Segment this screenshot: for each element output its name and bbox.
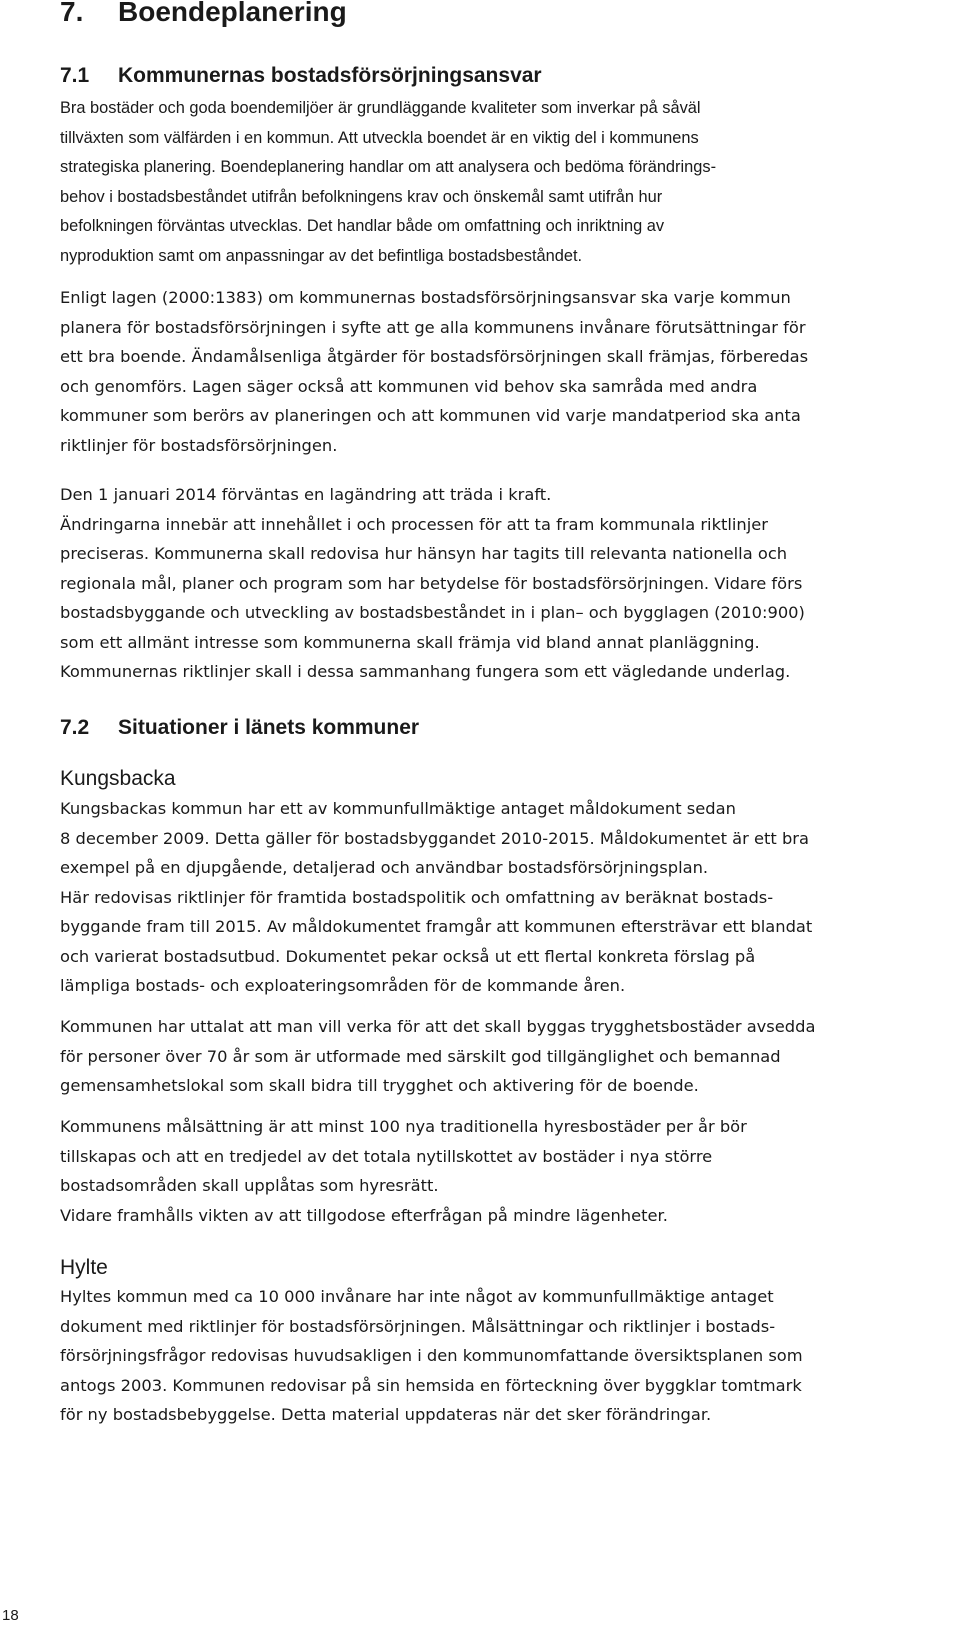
paragraph-kungsbacka-2: [60, 1012, 815, 1101]
section-7-2-title: Situationer i länets kommuner: [118, 716, 420, 739]
chapter-number: 7.: [60, 0, 84, 27]
text-line: lämpliga bostads- och exploateringsområden för de kommande åren.: [60, 976, 626, 995]
page-number: 18: [2, 1607, 19, 1624]
section-7-1-heading: [60, 64, 542, 88]
text-line: Bra bostäder och goda boendemiljöer är grundläggande kvaliteter som inverkar på såväl: [60, 99, 701, 117]
section-7-1-title: Kommunernas bostadsförsörjningsansvar: [118, 64, 542, 87]
text-line: tillväxten som välfärden i en kommun. Att utveckla boendet är en viktig del i kommunens: [60, 128, 699, 147]
text-line: behov i bostadsbeståndet utifrån befolkningens krav och önskemål samt utifrån hur: [60, 187, 663, 206]
paragraph-kungsbacka-3: [60, 1112, 747, 1230]
paragraph-kungsbacka-1: [60, 794, 812, 1001]
text-line: Kommunernas riktlinjer skall i dessa sammanhang fungera som ett vägledande underlag.: [60, 662, 791, 681]
text-line: Ändringarna innebär att innehållet i och processen för att ta fram kommunala riktlinjer: [60, 514, 768, 534]
text-line: strategiska planering. Boendeplanering handlar om att analysera och bedöma förändrings-: [60, 158, 717, 176]
text-line: Den 1 januari 2014 förväntas en lagändring att träda i kraft.: [60, 485, 552, 504]
section-7-1-number: 7.1: [60, 64, 90, 87]
text-line: för personer över 70 år som är utformade med särskilt god tillgänglighet och bemannad: [60, 1046, 781, 1066]
chapter-title: Boendeplanering: [118, 0, 347, 27]
text-line: Kommunens målsättning är att minst 100 nya traditionella hyresbostäder per år bör: [60, 1117, 747, 1136]
text-line: exempel på en djupgående, detaljerad och användbar bostadsförsörjningsplan.: [60, 858, 709, 877]
text-line: preciseras. Kommunerna skall redovisa hur hänsyn har tagits till relevanta nationella och: [60, 544, 788, 563]
paragraph-law: [60, 283, 808, 460]
text-line: planera för bostadsförsörjningen i syfte att ge alla kommunens invånare förutsättningar för: [60, 317, 806, 337]
kungsbacka-heading: Kungsbacka: [60, 767, 176, 790]
text-line: byggande fram till 2015. Av måldokumentet framgår att kommunen eftersträvar ett blandat: [60, 917, 813, 936]
text-line: Kungsbackas kommun har ett av kommunfullmäktige antaget måldokument sedan: [60, 799, 736, 818]
text-line: som ett allmänt intresse som kommunerna skall främja vid bland annat planläggning.: [60, 632, 760, 652]
text-line: bostadsområden skall upplåtas som hyresrätt.: [60, 1176, 439, 1195]
text-line: Enligt lagen (2000:1383) om kommunernas bostadsförsörjningsansvar ska varje kommun: [60, 288, 791, 307]
text-line: Vidare framhålls vikten av att tillgodose efterfrågan på mindre lägenheter.: [60, 1205, 668, 1225]
text-line: tillskapas och att en tredjedel av det totala nytillskottet av bostäder i nya större: [60, 1146, 713, 1166]
text-line: befolkningen förväntas utvecklas. Det handlar både om omfattning och inriktning av: [60, 217, 665, 235]
text-line: Hyltes kommun med ca 10 000 invånare har inte något av kommunfullmäktige antaget: [60, 1287, 774, 1306]
text-line: ett bra boende. Ändamålsenliga åtgärder för bostadsförsörjningen skall främjas, förberedas: [60, 347, 809, 366]
text-line: och genomförs. Lagen säger också att kommunen vid behov ska samråda med andra: [60, 376, 758, 396]
text-line: nyproduktion samt om anpassningar av det befintliga bostadsbeståndet.: [60, 246, 583, 265]
text-line: kommuner som berörs av planeringen och att kommunen vid varje mandatperiod ska anta: [60, 406, 801, 425]
text-line: antogs 2003. Kommunen redovisar på sin hemsida en förteckning över byggklar tomtmark: [60, 1375, 802, 1395]
text-line: försörjningsfrågor redovisas huvudsakligen i den kommunomfattande översiktsplanen som: [60, 1346, 803, 1365]
text-line: Här redovisas riktlinjer för framtida bostadspolitik och omfattning av beräknat bostads-: [60, 887, 774, 907]
text-line: bostadsbyggande och utveckling av bostadsbeståndet in i plan– och bygglagen (2010:900): [60, 603, 805, 622]
hylte-heading: Hylte: [60, 1256, 108, 1279]
section-7-2-heading: [60, 716, 419, 740]
paragraph-intro: [60, 94, 716, 271]
text-line: dokument med riktlinjer för bostadsförsörjningen. Målsättningar och riktlinjer i bostads-: [60, 1316, 776, 1336]
paragraph-amendment: [60, 480, 805, 687]
text-line: riktlinjer för bostadsförsörjningen.: [60, 435, 338, 455]
text-line: 8 december 2009. Detta gäller för bostadsbyggandet 2010-2015. Måldokumentet är ett bra: [60, 828, 809, 848]
text-line: Kommunen har uttalat att man vill verka för att det skall byggas trygghetsbostäder avsedda: [60, 1017, 816, 1036]
text-line: för ny bostadsbebyggelse. Detta material uppdateras när det sker förändringar.: [60, 1405, 712, 1424]
paragraph-hylte: [60, 1282, 803, 1430]
text-line: gemensamhetslokal som skall bidra till trygghet och aktivering för de boende.: [60, 1076, 699, 1095]
text-line: och varierat bostadsutbud. Dokumentet pekar också ut ett flertal konkreta förslag på: [60, 946, 756, 966]
text-line: regionala mål, planer och program som har betydelse för bostadsförsörjningen. Vidare förs: [60, 573, 803, 593]
section-7-2-number: 7.2: [60, 716, 90, 739]
chapter-heading: [60, 0, 347, 28]
